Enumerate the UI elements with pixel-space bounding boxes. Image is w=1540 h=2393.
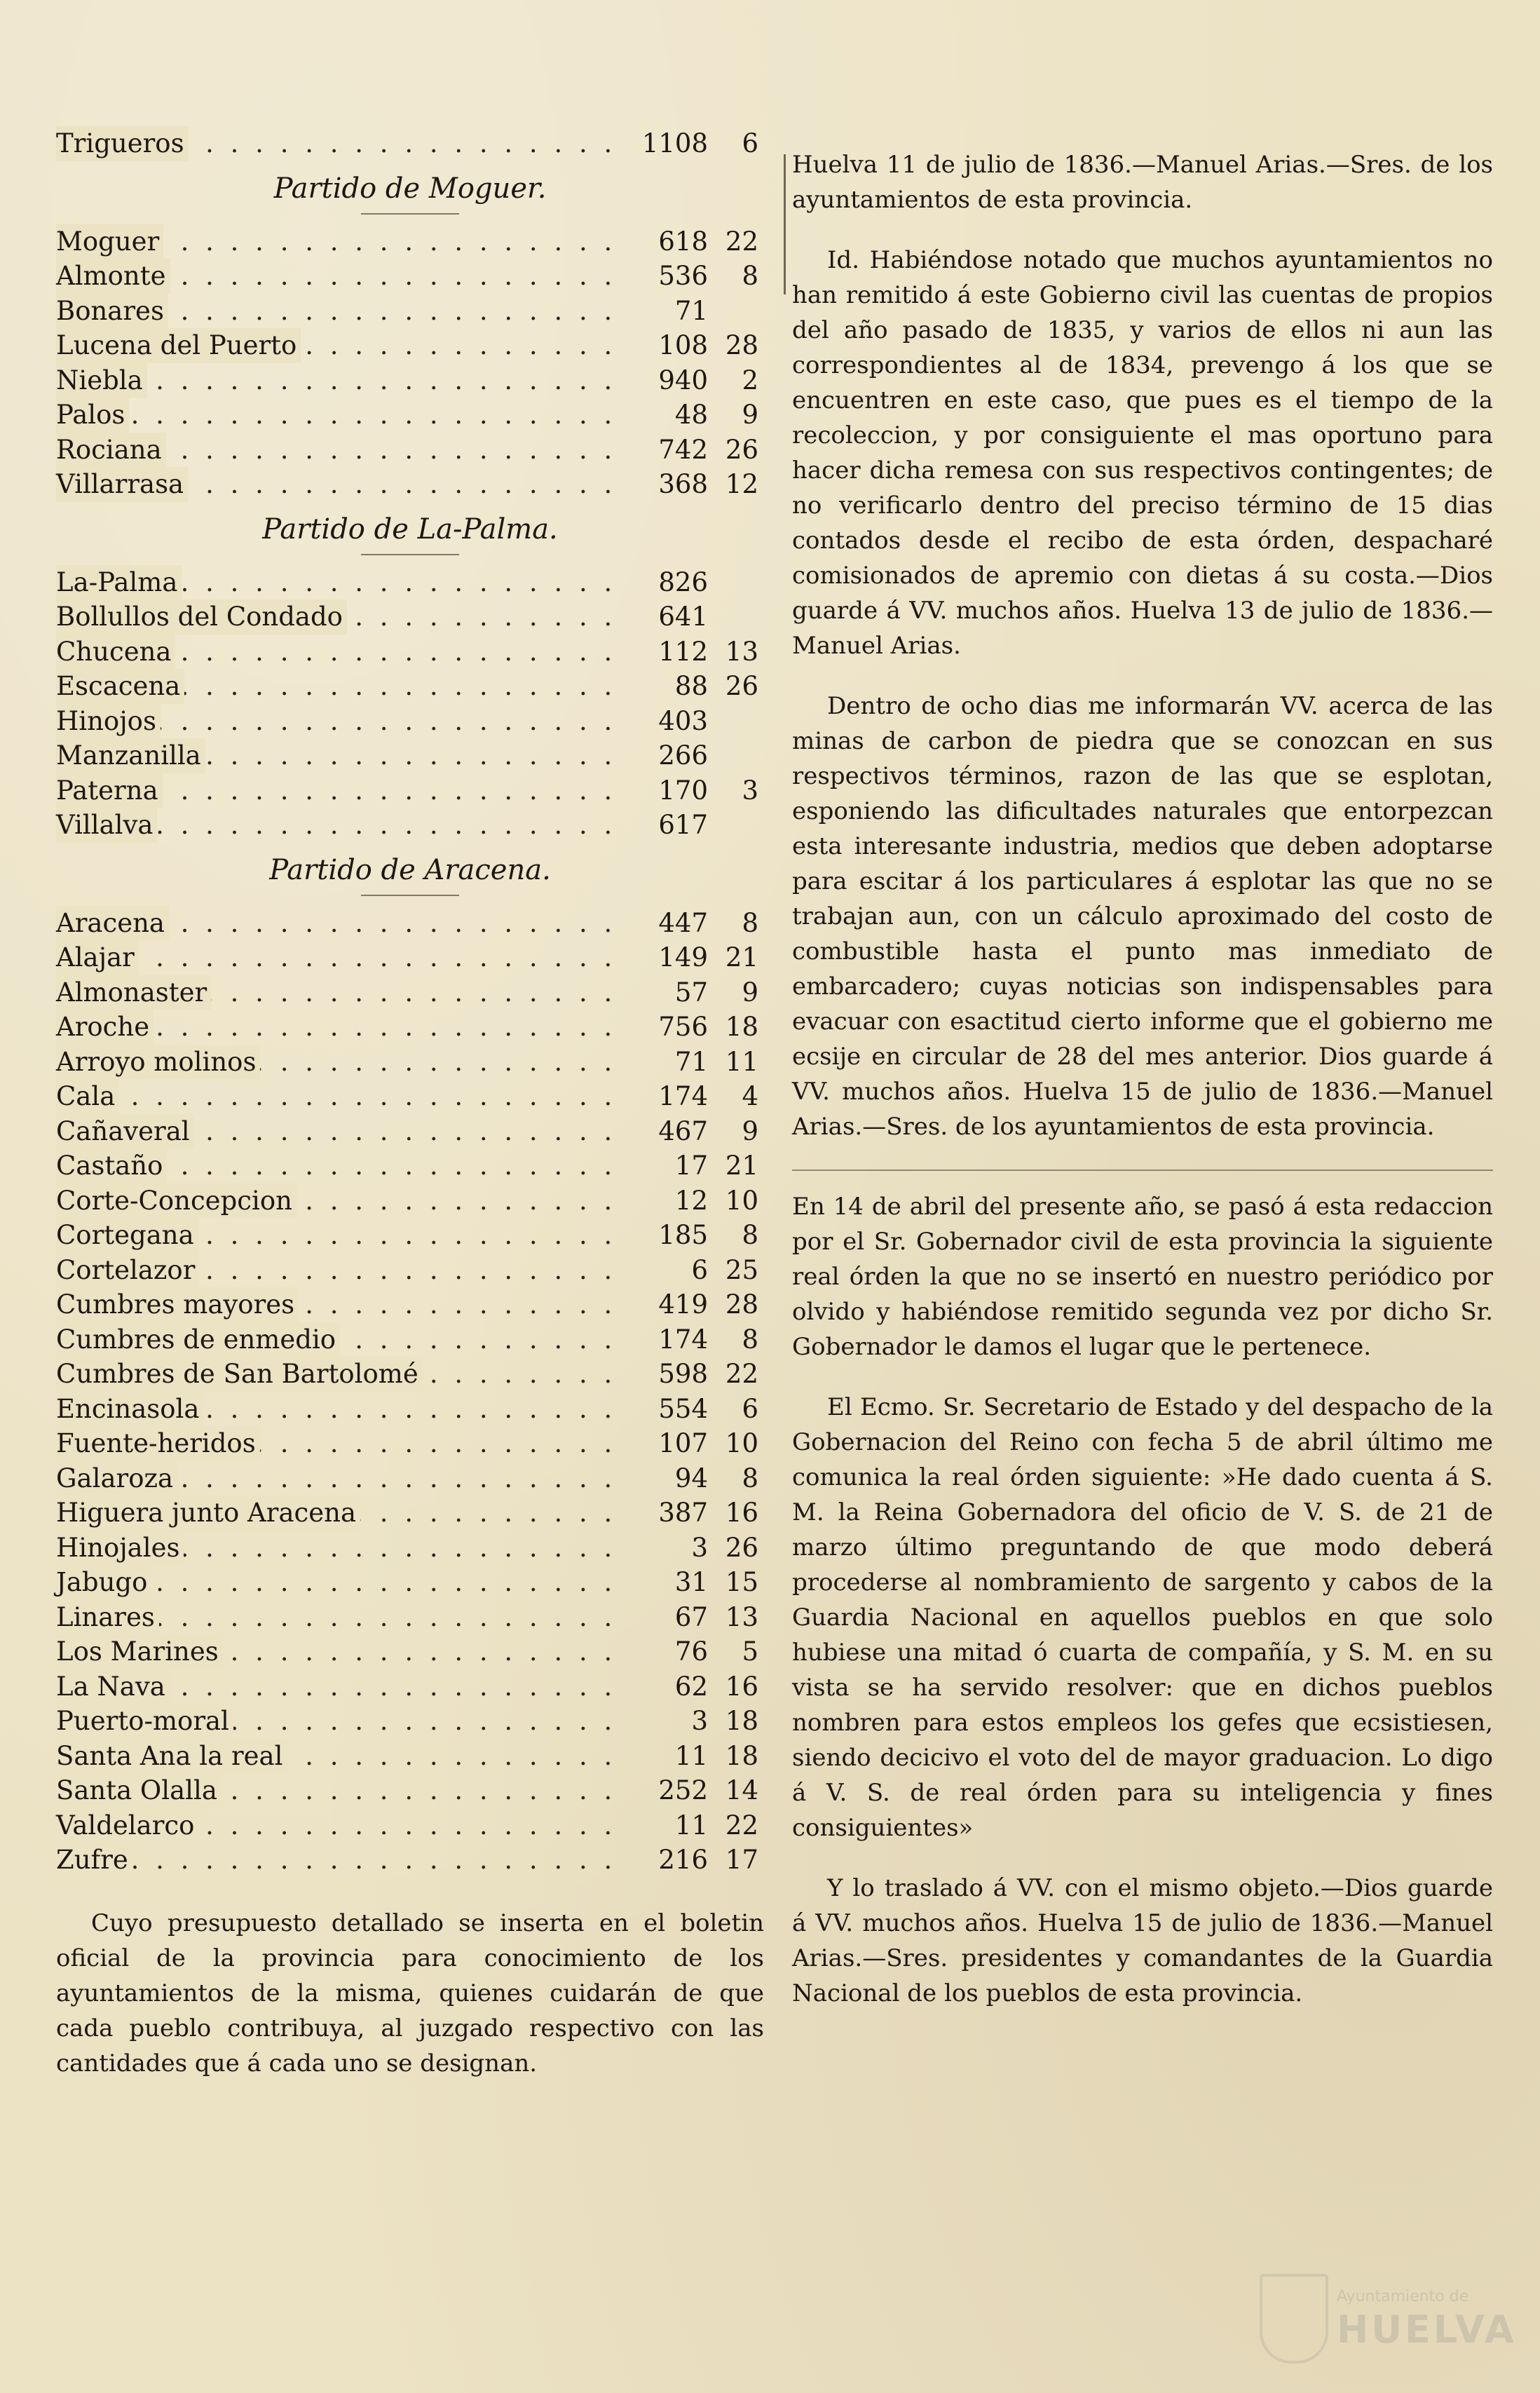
value-a: 387 — [658, 1498, 708, 1528]
value-b: 11 — [725, 1046, 758, 1077]
town-name: Cortelazor — [56, 1253, 199, 1288]
value-a: 403 — [658, 705, 708, 736]
town-name: Bollullos del Condado — [56, 599, 347, 635]
town-name: Lucena del Puerto — [56, 328, 301, 363]
table-row — [56, 1218, 764, 1253]
value-a: 12 — [674, 1185, 708, 1216]
value-b: 3 — [742, 775, 758, 806]
town-name: Arroyo molinos — [56, 1045, 260, 1080]
value-a: 71 — [674, 295, 708, 326]
town-name: Paterna — [56, 773, 163, 808]
value-b: 4 — [742, 1081, 758, 1111]
value-b: 18 — [725, 1706, 758, 1736]
town-name: Cumbres mayores — [56, 1287, 299, 1322]
value-b: 21 — [725, 1151, 758, 1181]
table-row — [56, 1392, 764, 1427]
value-b: 18 — [725, 1740, 758, 1771]
value-b: 15 — [725, 1567, 758, 1597]
value-b: 9 — [742, 977, 758, 1008]
table-row — [56, 808, 764, 843]
town-name: Jabugo — [56, 1565, 151, 1600]
town-name: Cala — [56, 1079, 119, 1114]
value-a: 536 — [658, 261, 708, 291]
table-row — [56, 1739, 764, 1774]
value-b: 9 — [742, 400, 758, 430]
town-name: Moguer — [56, 224, 163, 259]
watermark-logo — [1260, 2274, 1517, 2365]
value-b: 26 — [725, 434, 758, 465]
value-b: 2 — [742, 365, 758, 395]
value-b: 13 — [725, 636, 758, 667]
value-a: 617 — [658, 810, 708, 840]
right-column — [792, 147, 1493, 2036]
district-sections — [56, 161, 764, 1878]
value-b: 21 — [725, 942, 758, 972]
town-name: La Nava — [56, 1669, 170, 1704]
value-a: 108 — [658, 330, 708, 360]
table-row — [56, 259, 764, 294]
table-row — [56, 1322, 764, 1357]
table-row — [56, 328, 764, 363]
divider — [792, 1170, 1493, 1171]
value-b: 22 — [725, 1810, 758, 1840]
town-name: Trigueros — [56, 126, 189, 161]
table-row — [56, 1669, 764, 1704]
town-name: Higuera junto Aracena — [56, 1496, 360, 1531]
table-row — [56, 1808, 764, 1843]
town-name: Encinasola — [56, 1392, 203, 1427]
town-name: Puerto-moral — [56, 1704, 233, 1739]
table-row — [56, 294, 764, 329]
value-b: 8 — [742, 1463, 758, 1493]
value-b: 14 — [725, 1775, 758, 1805]
value-a: 419 — [658, 1289, 708, 1320]
watermark-line2: HUELVA — [1337, 2307, 1517, 2352]
value-b: 5 — [742, 1636, 758, 1667]
value-a: 31 — [674, 1567, 708, 1597]
value-b: 26 — [725, 1532, 758, 1563]
town-name: Chucena — [56, 635, 175, 670]
value-a: 554 — [658, 1393, 708, 1424]
table-row — [56, 1357, 764, 1392]
value-a: 174 — [658, 1081, 708, 1111]
town-name: Villalva — [56, 808, 157, 843]
watermark-line1: Ayuntamiento de — [1337, 2288, 1469, 2305]
table-row — [56, 1843, 764, 1878]
table-row — [56, 1531, 764, 1566]
table-row — [56, 773, 764, 808]
value-a: 447 — [658, 907, 708, 938]
table-row — [56, 738, 764, 773]
value-a: 368 — [658, 469, 708, 499]
value-b: 28 — [725, 330, 758, 360]
table-row — [56, 669, 764, 704]
heading-rule — [361, 213, 459, 215]
town-name: Rociana — [56, 433, 166, 468]
value-b: 28 — [725, 1289, 758, 1320]
table-row — [56, 906, 764, 941]
town-name: Hinojos — [56, 704, 161, 739]
value-a: 641 — [658, 602, 708, 632]
value-a: 826 — [658, 567, 708, 597]
value-a: 6 — [691, 1254, 708, 1285]
value-b: 25 — [725, 1254, 758, 1285]
value-a: 185 — [658, 1220, 708, 1250]
value-a: 170 — [658, 775, 708, 806]
table-row — [56, 1426, 764, 1461]
table-row — [56, 704, 764, 739]
value-b: 6 — [742, 128, 758, 158]
table-row — [56, 975, 764, 1010]
table-row — [56, 1114, 764, 1149]
town-name: Bonares — [56, 294, 168, 329]
value-a: 3 — [691, 1532, 708, 1563]
table-row — [56, 363, 764, 398]
value-a: 11 — [674, 1810, 708, 1840]
heading-rule — [361, 554, 459, 555]
value-b: 8 — [742, 907, 758, 938]
table-row — [56, 1704, 764, 1739]
town-name: Aroche — [56, 1010, 154, 1045]
town-name: Galaroza — [56, 1461, 177, 1496]
value-a: 174 — [658, 1324, 708, 1355]
table-row — [56, 398, 764, 433]
table-row — [56, 1010, 764, 1045]
value-a: 216 — [658, 1845, 708, 1875]
table-row — [56, 565, 764, 600]
value-b: 16 — [725, 1671, 758, 1702]
town-name: Corte-Concepcion — [56, 1184, 297, 1219]
value-a: 112 — [658, 636, 708, 667]
value-a: 71 — [674, 1046, 708, 1077]
value-a: 48 — [674, 400, 708, 430]
value-a: 598 — [658, 1359, 708, 1389]
value-a: 618 — [658, 226, 708, 257]
table-row — [56, 1773, 764, 1808]
paragraph-4: En 14 de abril del presente año, se pasó á esta redaccion por el Sr. Gobernador civil de esta provincia la siguiente real órden la que no se insertó en nuestro periódico por olvido y habiéndose remitido segunda vez por dicho Sr. Gobernador le damos el lugar que le pertenece. — [792, 1193, 1493, 1361]
left-column — [56, 126, 764, 2081]
value-b: 10 — [725, 1185, 758, 1216]
value-a: 149 — [658, 942, 708, 972]
table-row — [56, 1634, 764, 1669]
town-name: Hinojales — [56, 1531, 184, 1566]
table-row — [56, 433, 764, 468]
town-name: Castaño — [56, 1148, 167, 1184]
town-name: Los Marines — [56, 1634, 223, 1669]
column-rule — [784, 154, 786, 294]
value-b: 26 — [725, 671, 758, 701]
table-row — [56, 1496, 764, 1531]
table-row — [56, 1184, 764, 1219]
value-b: 8 — [742, 1220, 758, 1250]
town-name: Almonaster — [56, 975, 211, 1010]
paragraph-6: Y lo traslado á VV. con el mismo objeto.—Dios guarde á VV. muchos años. Huelva 15 de julio de 1836.—Manuel Arias.—Sres. presidentes y comandantes de la Guardia Nacional de los pueblos de esta provincia. — [792, 1874, 1493, 2007]
value-a: 76 — [674, 1636, 708, 1667]
table-row — [56, 467, 764, 502]
table-row — [56, 1253, 764, 1288]
value-a: 67 — [674, 1601, 708, 1632]
value-a: 3 — [691, 1706, 708, 1736]
value-a: 62 — [674, 1671, 708, 1702]
town-name: Villarrasa — [56, 467, 188, 502]
value-a: 756 — [658, 1012, 708, 1042]
shield-icon — [1260, 2274, 1328, 2364]
town-name: La-Palma — [56, 565, 182, 600]
district-heading: Partido de Moguer. — [273, 172, 547, 205]
table-row — [56, 224, 764, 259]
value-b: 22 — [725, 1359, 758, 1389]
table-row — [56, 635, 764, 670]
table-row — [56, 1461, 764, 1496]
town-name: Escacena — [56, 669, 184, 704]
town-name: Santa Ana la real — [56, 1739, 287, 1774]
table-row — [56, 1045, 764, 1080]
paragraph-1: Huelva 11 de julio de 1836.—Manuel Arias.—Sres. de los ayuntamientos de esta provincia. — [792, 151, 1493, 214]
value-b: 13 — [725, 1601, 758, 1632]
town-name: Santa Olalla — [56, 1773, 222, 1808]
value-b: 12 — [725, 469, 758, 499]
town-name: Linares — [56, 1600, 159, 1635]
value-b: 22 — [725, 226, 758, 257]
value-b: 17 — [725, 1845, 758, 1875]
town-name: Aracena — [56, 906, 169, 941]
table-row — [56, 126, 764, 161]
town-name: Cumbres de San Bartolomé — [56, 1357, 423, 1392]
paragraph-3: Dentro de ocho dias me informarán VV. acerca de las minas de carbon de piedra que se conozcan en sus respectivos términos, razon de las que se esplotan, esponiendo las dificultades naturales que entorpezcan esta interesante industria, medios que deben adoptarse para escitar á los particulares á esplotar las que no se trabajan aun, con un cálculo aproximado del costo de combustible hasta el punto mas inmediato de embarcadero; cuyas noticias son indispensables para evacuar con esactitud cierto informe que el gobierno me ecsije en circular de 28 del mes anterior. Dios guarde á VV. muchos años. Huelva 15 de julio de 1836.—Manuel Arias.—Sres. de los ayuntamientos de esta provincia. — [792, 692, 1493, 1141]
value-a: 94 — [674, 1463, 708, 1493]
value-a: 57 — [674, 977, 708, 1008]
value-a: 940 — [658, 365, 708, 395]
table-row — [56, 599, 764, 635]
town-name: Manzanilla — [56, 738, 205, 773]
value-a: 742 — [658, 434, 708, 465]
table-row — [56, 1600, 764, 1635]
table-row — [56, 1079, 764, 1114]
district-heading: Partido de La-Palma. — [262, 513, 558, 545]
value-a: 1108 — [641, 128, 708, 158]
table-row — [56, 1565, 764, 1600]
value-a: 467 — [658, 1116, 708, 1146]
town-name: Cortegana — [56, 1218, 198, 1253]
table-row — [56, 1148, 764, 1184]
town-name: Alajar — [56, 940, 139, 975]
value-b: 18 — [725, 1012, 758, 1042]
value-b: 8 — [742, 1324, 758, 1355]
town-name: Cumbres de enmedio — [56, 1322, 340, 1357]
paragraph-5: El Ecmo. Sr. Secretario de Estado y del despacho de la Gobernacion del Reino con fecha 5 de abril último me comunica la real órden siguiente: »He dado cuenta á S. M. la Reina Gobernadora del oficio de V. S. de 21 de marzo último preguntando de que modo deberá procederse al nombramiento de sargento y cabos de la Guardia Nacional en aquellos pueblos en que solo hubiese una mitad ó cuarta de compañía, y S. M. en su vista se ha servido resolver: que en dichos pueblos nombren para estos empleos los gefes que ecsistiesen, siendo decicivo el voto del de mayor graduacion. Lo digo á V. S. de real órden para su inteligencia y fines consiguientes» — [792, 1393, 1493, 1842]
value-b: 8 — [742, 261, 758, 291]
value-a: 88 — [674, 671, 708, 701]
district-heading: Partido de Aracena. — [269, 853, 551, 886]
value-a: 17 — [674, 1151, 708, 1181]
value-a: 107 — [658, 1428, 708, 1458]
town-name: Almonte — [56, 259, 170, 294]
table-row — [56, 1287, 764, 1322]
table-row — [56, 940, 764, 975]
paragraph-2: Id. Habiéndose notado que muchos ayuntamientos no han remitido á este Gobierno civil las cuentas de propios del año pasado de 1835, y varios de ellos ni aun las correspondientes al de 1834, prevengo á los que se encuentren en este caso, que pues es el tiempo de la recoleccion, y por consiguiente el mas oportuno para hacer dicha remesa con sus respectivos contingentes; de no verificarlo dentro del preciso término de 15 dias contados desde el recibo de esta órden, despacharé comisionados de apremio con dietas á su costa.—Dios guarde á VV. muchos años. Huelva 13 de julio de 1836.—Manuel Arias. — [792, 246, 1493, 660]
closing-paragraph: Cuyo presupuesto detallado se inserta en el boletin oficial de la provincia para conocimiento de los ayuntamientos de la misma, quienes cuidarán de que cada pueblo contribuya, al juzgado respectivo con las cantidades que á cada uno se designan. — [56, 1909, 764, 2077]
value-b: 16 — [725, 1498, 758, 1528]
value-a: 11 — [674, 1740, 708, 1771]
value-a: 252 — [658, 1775, 708, 1805]
value-b: 6 — [742, 1393, 758, 1424]
heading-rule — [361, 895, 459, 896]
town-name: Fuente-heridos — [56, 1426, 260, 1461]
town-name: Niebla — [56, 363, 147, 398]
town-name: Cañaveral — [56, 1114, 194, 1149]
town-name: Zufre — [56, 1843, 132, 1878]
value-b: 9 — [742, 1116, 758, 1146]
value-b: 10 — [725, 1428, 758, 1458]
value-a: 266 — [658, 740, 708, 771]
town-name: Valdelarco — [56, 1808, 198, 1843]
town-name: Palos — [56, 398, 129, 433]
